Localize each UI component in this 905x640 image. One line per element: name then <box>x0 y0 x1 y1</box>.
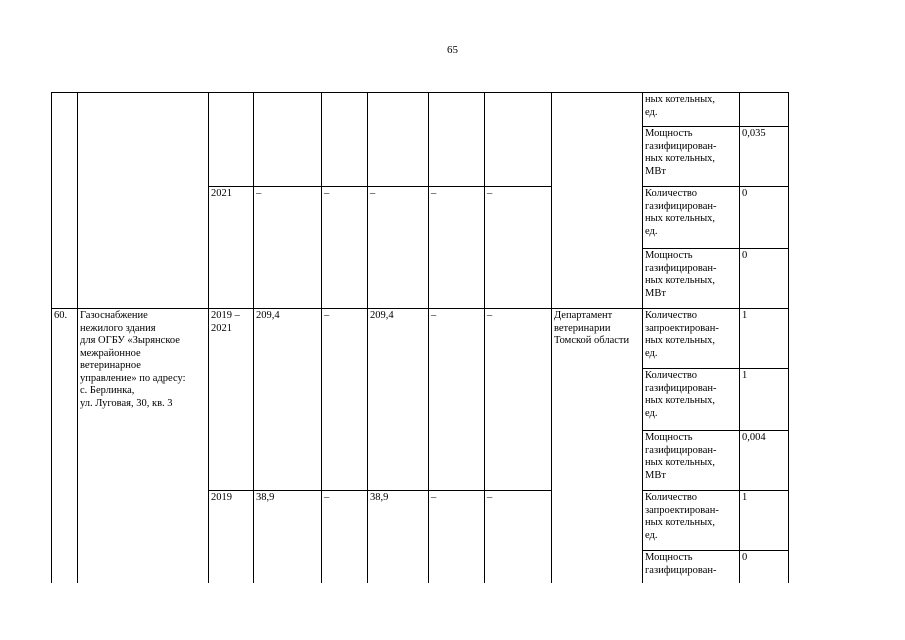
indicator-label-cell <box>643 369 740 431</box>
indicator-label-cell <box>643 93 740 127</box>
amount-local-cell <box>429 93 485 187</box>
indicator-value-cell <box>740 93 789 127</box>
indicator-label: Количество газифицирован- ных котельных, ед. <box>645 370 717 419</box>
amount-regional: – <box>370 188 376 199</box>
indicator-value-cell <box>740 187 789 249</box>
amount-regional: 209,4 <box>370 310 394 321</box>
indicator-value-cell <box>740 249 789 309</box>
item-number-cell <box>52 93 78 309</box>
indicator-value-cell <box>740 309 789 369</box>
measure-name: Газоснабжение нежилого здания для ОГБУ «Зырянское межрайонное ветеринарное управление» по адресу: с. Берлинка, ул. Луговая, 30, кв. 3 <box>80 310 186 409</box>
indicator-label: Количество запроектирован- ных котельных, ед. <box>645 492 719 541</box>
measure-name-cell <box>78 93 209 309</box>
amount-other-cell <box>485 93 552 187</box>
year-cell <box>209 491 254 583</box>
amount-local: – <box>431 310 437 321</box>
amount-total-cell <box>254 309 322 491</box>
indicator-value-cell <box>740 431 789 491</box>
responsible-text: Департамент ветеринарии Томской области <box>554 310 630 346</box>
responsible-cell <box>552 309 643 583</box>
amount-total: 209,4 <box>256 310 280 321</box>
indicator-value-cell <box>740 369 789 431</box>
year-text: 2019 <box>211 492 232 503</box>
indicator-value: 1 <box>742 492 748 503</box>
indicator-label-cell <box>643 127 740 187</box>
indicator-label-cell <box>643 249 740 309</box>
table-row <box>52 93 789 127</box>
amount-total-cell <box>254 93 322 187</box>
amount-federal: – <box>324 310 330 321</box>
amount-federal-cell <box>322 491 368 583</box>
amount-total-cell <box>254 491 322 583</box>
year-text: 2021 <box>211 188 232 199</box>
amount-local: – <box>431 188 437 199</box>
amount-other-cell <box>485 309 552 491</box>
responsible-cell <box>552 93 643 309</box>
amount-other-cell <box>485 187 552 309</box>
indicator-value-cell <box>740 491 789 551</box>
amount-federal-cell <box>322 93 368 187</box>
amount-regional-cell <box>368 93 429 187</box>
indicator-label: ных котельных, ед. <box>645 94 716 118</box>
indicator-value: 0 <box>742 250 748 261</box>
amount-federal-cell <box>322 187 368 309</box>
amount-federal-cell <box>322 309 368 491</box>
amount-other-cell <box>485 491 552 583</box>
indicator-value-cell <box>740 127 789 187</box>
amount-local-cell <box>429 491 485 583</box>
amount-regional: 38,9 <box>370 492 389 503</box>
amount-total-cell <box>254 187 322 309</box>
amount-total: 38,9 <box>256 492 275 503</box>
amount-other: – <box>487 188 493 199</box>
year-cell <box>209 93 254 187</box>
amount-federal: – <box>324 492 330 503</box>
amount-federal: – <box>324 188 330 199</box>
indicator-label-cell <box>643 551 740 583</box>
amount-total: – <box>256 188 262 199</box>
indicator-label: Количество запроектирован- ных котельных, ед. <box>645 310 719 359</box>
indicator-value: 1 <box>742 370 748 381</box>
indicator-label: Количество газифицирован- ных котельных, ед. <box>645 188 717 237</box>
amount-local-cell <box>429 187 485 309</box>
indicator-label: Мощность газифицирован- ных котельных, МВт <box>645 128 717 177</box>
indicator-label: Мощность газифицирован- ных котельных, МВт <box>645 432 717 481</box>
indicator-label-cell <box>643 491 740 551</box>
indicator-label: Мощность газифицирован- <box>645 552 717 576</box>
item-number: 60. <box>54 310 68 321</box>
indicator-label: Мощность газифицирован- ных котельных, МВт <box>645 250 717 299</box>
program-measures-table <box>51 92 789 583</box>
amount-regional-cell <box>368 491 429 583</box>
table-row <box>52 309 789 369</box>
indicator-value: 0,004 <box>742 432 766 443</box>
year-cell <box>209 187 254 309</box>
year-text: 2019 – 2021 <box>211 310 240 334</box>
amount-other: – <box>487 492 493 503</box>
indicator-value: 1 <box>742 310 748 321</box>
amount-local-cell <box>429 309 485 491</box>
measure-name-cell <box>78 309 209 583</box>
page-number: 65 <box>447 44 458 56</box>
indicator-value-cell <box>740 551 789 583</box>
amount-regional-cell <box>368 309 429 491</box>
indicator-value: 0 <box>742 552 748 563</box>
amount-other: – <box>487 310 493 321</box>
amount-local: – <box>431 492 437 503</box>
indicator-label-cell <box>643 309 740 369</box>
amount-regional-cell <box>368 187 429 309</box>
indicator-label-cell <box>643 187 740 249</box>
indicator-value: 0 <box>742 188 748 199</box>
year-cell <box>209 309 254 491</box>
indicator-label-cell <box>643 431 740 491</box>
indicator-value: 0,035 <box>742 128 766 139</box>
item-number-cell <box>52 309 78 583</box>
